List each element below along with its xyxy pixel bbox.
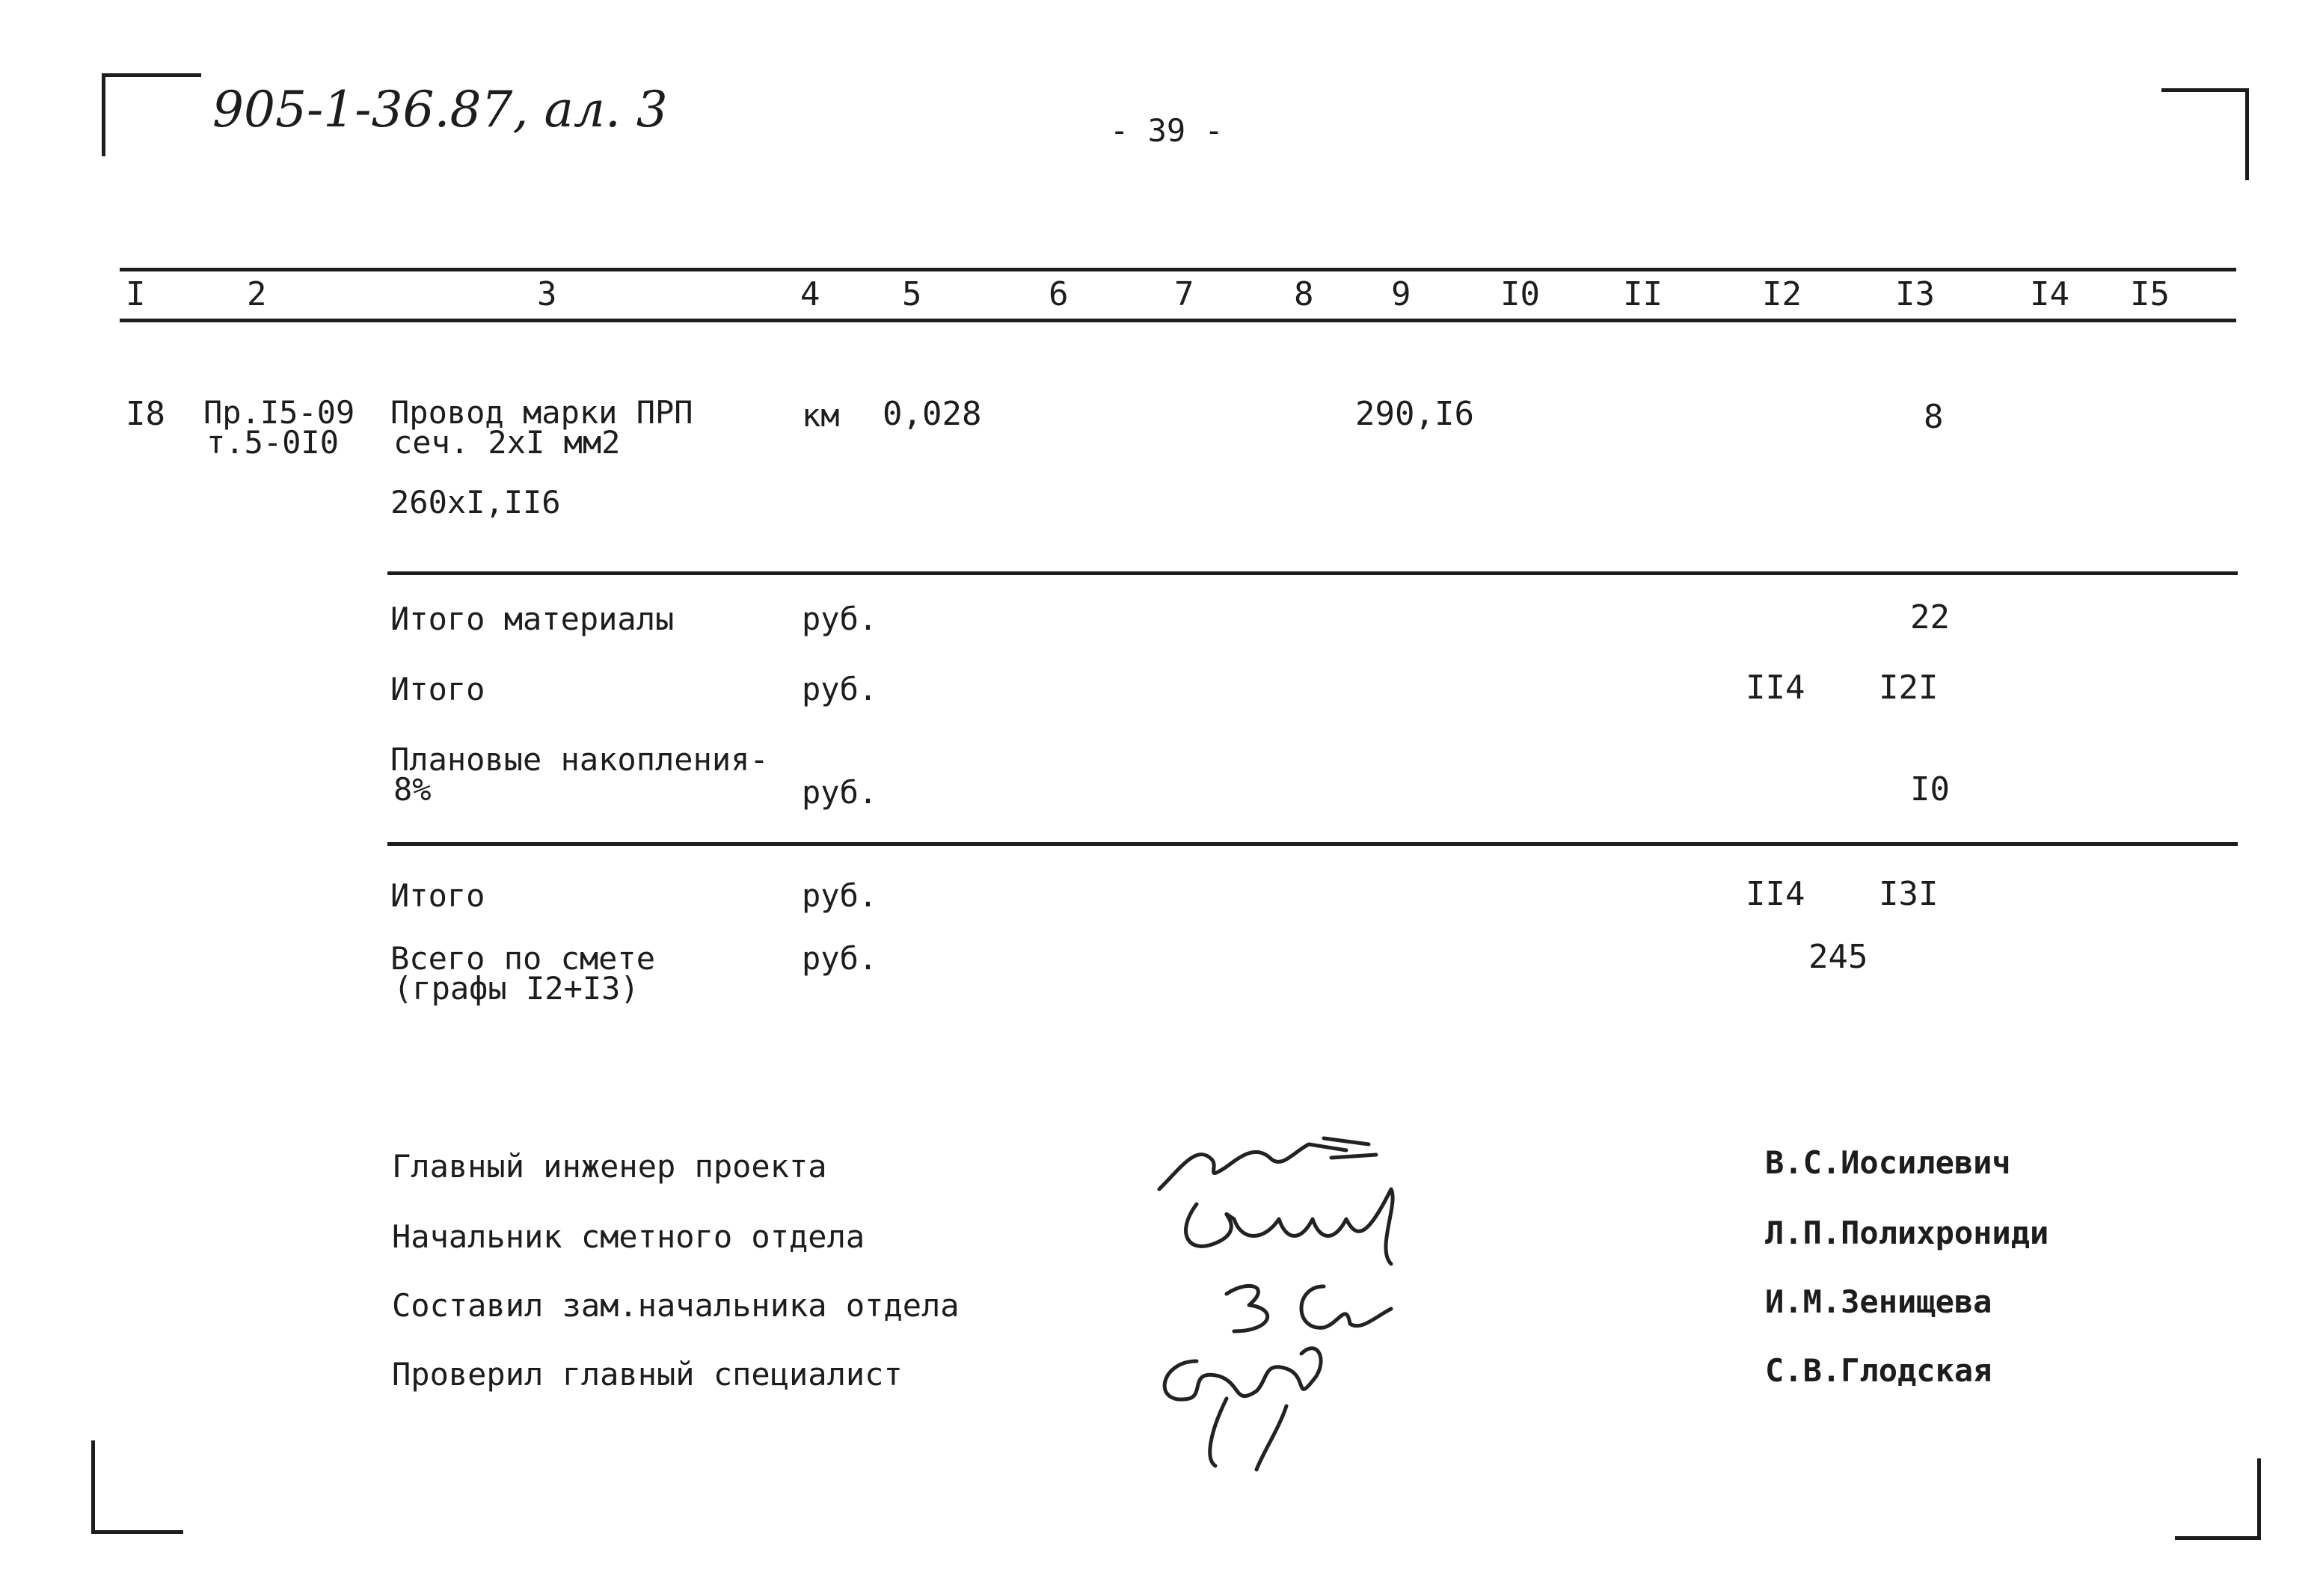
signatory-role: Начальник сметного отдела xyxy=(392,1218,865,1255)
grand-total-label: Всего по смете xyxy=(390,940,656,977)
column-header: 5 xyxy=(902,275,922,313)
corner-mark-top-right xyxy=(2161,88,2249,180)
signatory-role: Главный инженер проекта xyxy=(392,1148,827,1185)
section-rule xyxy=(387,571,2238,575)
subtotal-label: Итого xyxy=(390,877,485,914)
signatory-role: Составил зам.начальника отдела xyxy=(392,1287,960,1324)
table-header-rule xyxy=(120,319,2236,322)
subtotal-col12: II4 xyxy=(1746,875,1805,913)
total-materials-unit: руб. xyxy=(802,601,878,637)
item-name: 260хI,II6 xyxy=(390,484,561,521)
item-unit: км xyxy=(802,397,840,434)
planned-savings-value: I0 xyxy=(1910,770,1950,808)
column-header: I2 xyxy=(1762,275,1802,313)
column-header: 9 xyxy=(1391,275,1411,313)
item-index: I8 xyxy=(126,395,165,433)
planned-savings-label: Плановые накопления- xyxy=(390,741,769,778)
corner-mark-bottom-right xyxy=(2175,1458,2261,1540)
section-rule xyxy=(387,842,2238,846)
item-price: 290,I6 xyxy=(1355,395,1474,433)
item-cost: 8 xyxy=(1924,398,1944,436)
signatory-name: В.С.Иосилевич xyxy=(1765,1144,2011,1181)
column-header: I0 xyxy=(1500,275,1540,313)
signatory-role: Проверил главный специалист xyxy=(392,1356,903,1393)
item-quantity: 0,028 xyxy=(883,395,982,433)
subtotal-unit: руб. xyxy=(802,671,878,708)
column-header: I4 xyxy=(2030,275,2069,313)
subtotal-col12: II4 xyxy=(1746,669,1805,707)
page-number: - 39 - xyxy=(1110,112,1224,149)
column-header: 8 xyxy=(1294,275,1314,313)
column-header: 2 xyxy=(247,275,267,313)
corner-mark-top-left xyxy=(102,73,201,156)
grand-total-value: 245 xyxy=(1808,938,1868,976)
column-header: I5 xyxy=(2130,275,2170,313)
grand-total-label: (графы I2+I3) xyxy=(393,970,639,1007)
subtotal-label: Итого xyxy=(390,671,485,708)
signatory-name: С.В.Глодская xyxy=(1765,1352,1992,1389)
column-header: 7 xyxy=(1174,275,1194,313)
planned-savings-percent: 8% xyxy=(393,771,432,808)
column-header: 4 xyxy=(800,275,820,313)
signatory-name: Л.П.Полихрониди xyxy=(1765,1215,2049,1251)
column-header: II xyxy=(1623,275,1663,313)
table-top-rule xyxy=(120,268,2236,271)
item-name: сеч. 2хI мм2 xyxy=(393,424,621,461)
item-name: Провод марки ПРП xyxy=(390,394,693,431)
total-materials-label: Итого материалы xyxy=(390,601,675,637)
handwritten-signature xyxy=(1137,1324,1361,1473)
corner-mark-bottom-left xyxy=(91,1440,183,1534)
grand-total-unit: руб. xyxy=(802,940,878,977)
column-header: I xyxy=(126,275,146,313)
subtotal-unit: руб. xyxy=(802,877,878,914)
subtotal-col13: I3I xyxy=(1879,875,1939,913)
signatory-name: И.М.Зенищева xyxy=(1765,1283,1992,1320)
item-reference: Пр.I5-09 xyxy=(203,394,355,431)
column-header: 3 xyxy=(537,275,557,313)
total-materials-value: 22 xyxy=(1910,598,1950,636)
handwritten-signature xyxy=(1167,1174,1451,1279)
subtotal-col13: I2I xyxy=(1879,669,1939,707)
column-header: I3 xyxy=(1895,275,1935,313)
column-header: 6 xyxy=(1049,275,1069,313)
item-reference: т.5-0I0 xyxy=(206,424,340,461)
planned-savings-unit: руб. xyxy=(802,774,878,811)
document-code: 905-1-36.87, ал. 3 xyxy=(212,81,668,138)
